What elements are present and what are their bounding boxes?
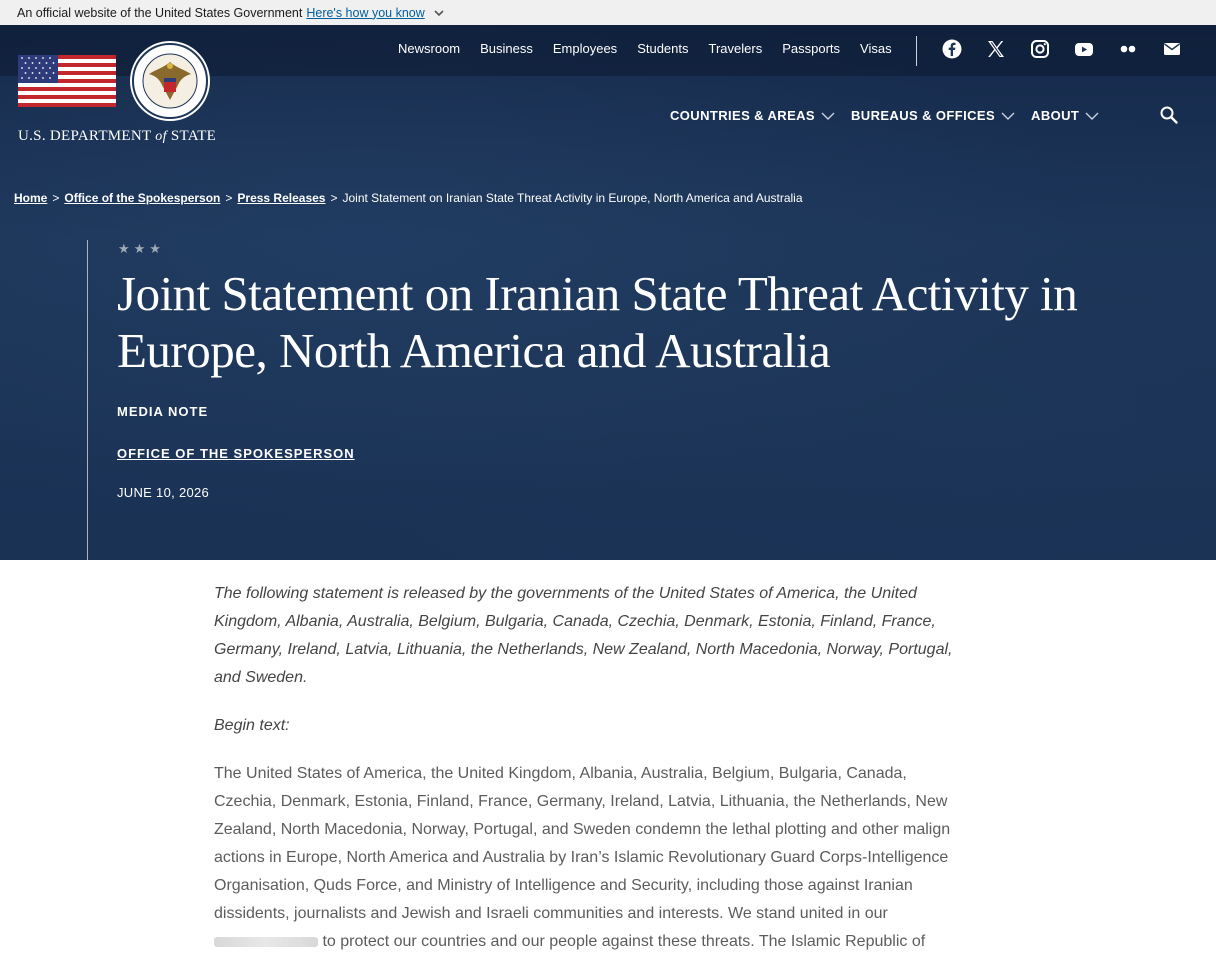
nav-about[interactable] [1031,108,1099,123]
article-type: MEDIA NOTE [117,404,209,419]
chevron-down-icon [821,111,835,121]
breadcrumb-separator: > [225,191,233,205]
utility-nav [398,41,912,56]
stars-decoration: ★★★ [118,241,165,256]
body-paragraph-text: The United States of America, the United Kingdom, Albania, Australia, Belgium, Bulgaria, Canada, Czechia, Denmark, Estonia, Finland, France, Germany, Ireland, Latvia, Lithuania, the Netherlands, New Zealand, North Macedonia, Norway, Portugal, and Sweden condemn the lethal plotting and other malign actions in Europe, North America and Australia by Iran’s Islamic Revolutionary Guard Corps-Intelligence Organisation, Quds Force, and Ministry of Intelligence and Security, including those against Iranian dissidents, journalists and Jewish and Israeli communities and interests. We stand united in our [214,765,951,922]
page-title: Joint Statement on Iranian State Threat Activity in Europe, North America and Australia [117,266,1078,378]
dept-of: of [155,129,167,144]
chevron-down-icon [1001,111,1015,121]
nav-bureaus-offices-label: BUREAUS & OFFICES [851,108,996,123]
dept-prefix: U.S. DEPARTMENT [18,128,152,144]
nav-students[interactable]: Students [637,41,689,56]
breadcrumb [14,191,803,205]
page-header [0,25,1216,560]
chevron-down-icon[interactable] [433,7,445,19]
breadcrumb-home[interactable]: Home [14,191,48,205]
instagram-icon[interactable] [1030,39,1050,59]
nav-employees[interactable]: Employees [552,41,618,56]
nav-travelers[interactable]: Travelers [708,41,763,56]
search-icon[interactable] [1159,105,1179,125]
nav-newsroom[interactable]: Newsroom [398,41,461,56]
redacted-text [214,937,318,947]
chevron-down-icon [1085,111,1099,121]
nav-countries-areas[interactable] [670,108,835,123]
article-body [214,580,966,976]
department-seal-icon[interactable] [129,40,211,122]
dept-suffix: STATE [170,128,217,144]
breadcrumb-press-releases[interactable]: Press Releases [237,191,326,205]
flickr-icon[interactable] [1118,39,1138,59]
nav-business[interactable]: Business [480,41,533,56]
nav-divider [916,36,917,66]
nav-passports[interactable]: Passports [782,41,841,56]
department-wordmark[interactable] [18,128,216,145]
nav-visas[interactable]: Visas [860,41,892,56]
social-links [942,39,1206,59]
publish-date: JUNE 10, 2026 [117,485,210,500]
x-icon[interactable] [986,39,1006,59]
breadcrumb-separator: > [330,191,338,205]
begin-text-label: Begin text: [214,717,290,734]
intro-paragraph: The following statement is released by the governments of the United States of America, the United Kingdom, Albania, Australia, Belgium, Bulgaria, Canada, Czechia, Denmark, Estonia, Finland, France, Germany, Ireland, Latvia, Lithuania, the Netherlands, New Zealand, North Macedonia, Norway, Portugal, and Sweden. [214,585,953,686]
how-you-know-link[interactable]: Here's how you know [306,5,425,20]
gov-banner-text: An official website of the United States Government [17,5,303,20]
office-link[interactable]: OFFICE OF THE SPOKESPERSON [117,446,355,461]
main-nav [670,108,1115,123]
nav-bureaus-offices[interactable] [851,108,1015,123]
email-icon[interactable] [1162,39,1182,59]
nav-about-label: ABOUT [1031,108,1080,123]
body-paragraph [214,760,966,956]
body-paragraph-continued: to protect our countries and our people against these threats. The Islamic Republic of [322,933,926,950]
nav-countries-areas-label: COUNTRIES & AREAS [670,108,815,123]
title-accent-line [87,240,88,560]
facebook-icon[interactable] [942,39,962,59]
youtube-icon[interactable] [1074,39,1094,59]
gov-banner [0,0,1216,25]
breadcrumb-separator: > [52,191,60,205]
breadcrumb-office[interactable]: Office of the Spokesperson [64,191,221,205]
us-flag-icon[interactable] [18,55,116,107]
breadcrumb-current: Joint Statement on Iranian State Threat Activity in Europe, North America and Australia [342,191,803,205]
